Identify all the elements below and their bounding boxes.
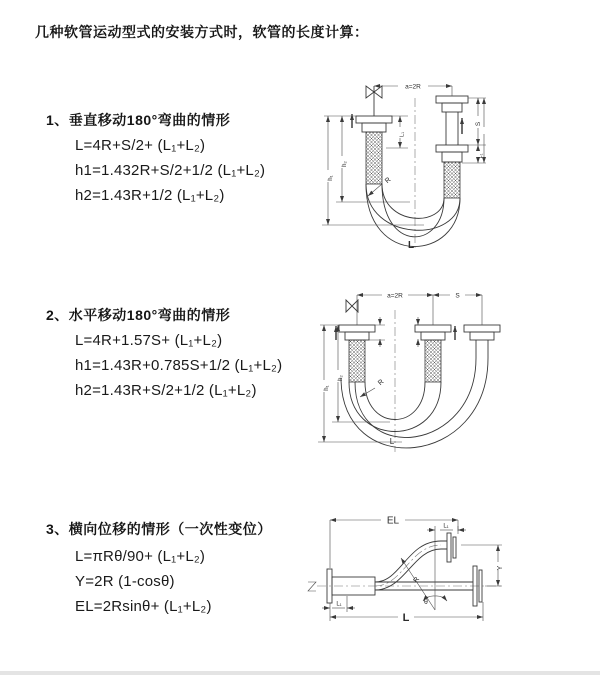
label-el: EL — [386, 515, 400, 527]
small-fitting-dims — [369, 317, 418, 347]
top-right-fitting — [441, 533, 456, 562]
section-1-formula-h2: h2=1.43R+1/2 (L₁+L₂) — [75, 187, 225, 204]
label-y: Y — [497, 565, 504, 571]
dim-a2r-s — [357, 293, 482, 326]
break-symbol — [308, 582, 316, 591]
valve-icon — [346, 300, 358, 312]
movement-arrows — [336, 326, 455, 340]
label-l-bottom: L — [402, 612, 410, 624]
right-fitting — [464, 325, 500, 358]
label-theta: θ — [424, 599, 428, 606]
left-fitting — [356, 116, 392, 184]
dim-y — [461, 545, 504, 586]
label-l1-left: L₁ — [399, 132, 406, 137]
section-3-formula-L: L=πRθ/90+ (L₁+L₂) — [75, 548, 206, 565]
label-l1-right: L₁ — [478, 153, 484, 159]
right-fitting — [436, 96, 468, 198]
label-h1: h₁ — [328, 175, 334, 181]
label-s: S — [455, 292, 460, 300]
label-l-bottom: L — [389, 437, 395, 446]
label-r: R — [383, 176, 393, 185]
section-3-formula-EL: EL=2Rsinθ+ (L₁+L₂) — [75, 598, 212, 615]
label-s: S — [475, 121, 482, 127]
movement-arrows — [352, 114, 462, 134]
dim-l1-top — [427, 524, 466, 611]
section-1-heading: 1、垂直移动180°弯曲的情形 — [46, 112, 231, 128]
label-l-bottom: L — [407, 240, 415, 251]
section-2-formula-L: L=4R+1.57S+ (L₁+L₂) — [75, 332, 223, 349]
label-h2: h₂ — [338, 375, 344, 381]
section-2-formula-h2: h2=1.43R+S/2+1/2 (L₁+L₂) — [75, 382, 257, 399]
hose-s-curve — [375, 541, 441, 590]
dim-a2r — [374, 84, 452, 97]
label-h1: h₁ — [324, 385, 330, 391]
middle-fitting — [415, 325, 451, 382]
label-r: R — [412, 576, 422, 585]
label-a2r: a=2R — [387, 292, 403, 300]
radius-callout — [401, 558, 435, 610]
diagram-horizontal-180-bend — [312, 282, 552, 462]
section-2-formula-h1: h1=1.43R+0.785S+1/2 (L₁+L₂) — [75, 357, 283, 374]
section-3-formula-Y: Y=2R (1-cosθ) — [75, 573, 175, 590]
label-a2r: a=2R — [405, 83, 421, 91]
valve-icon — [366, 86, 382, 116]
page-title: 几种软管运动型式的安装方式时，软管的长度计算： — [35, 24, 369, 40]
dim-s-right — [462, 98, 486, 163]
dim-l — [330, 602, 483, 624]
label-l1-top: L₁ — [443, 523, 449, 530]
label-r: R — [376, 378, 386, 387]
diagram-vertical-180-bend — [312, 72, 552, 262]
section-2-heading: 2、水平移动180°弯曲的情形 — [46, 307, 231, 323]
section-1-formula-L: L=4R+S/2+ (L₁+L₂) — [75, 137, 206, 154]
page-edge — [0, 671, 600, 675]
diagram-lateral-displacement — [295, 500, 600, 660]
label-h2: h₂ — [342, 161, 348, 167]
dim-l1-left — [386, 116, 408, 148]
section-3-heading: 3、横向位移的情形（一次性变位） — [46, 521, 272, 537]
label-l1-bottom: L₁ — [336, 601, 342, 608]
section-1-formula-h1: h1=1.432R+S/2+1/2 (L₁+L₂) — [75, 162, 266, 179]
left-fitting — [339, 325, 375, 382]
dim-el — [330, 516, 458, 569]
